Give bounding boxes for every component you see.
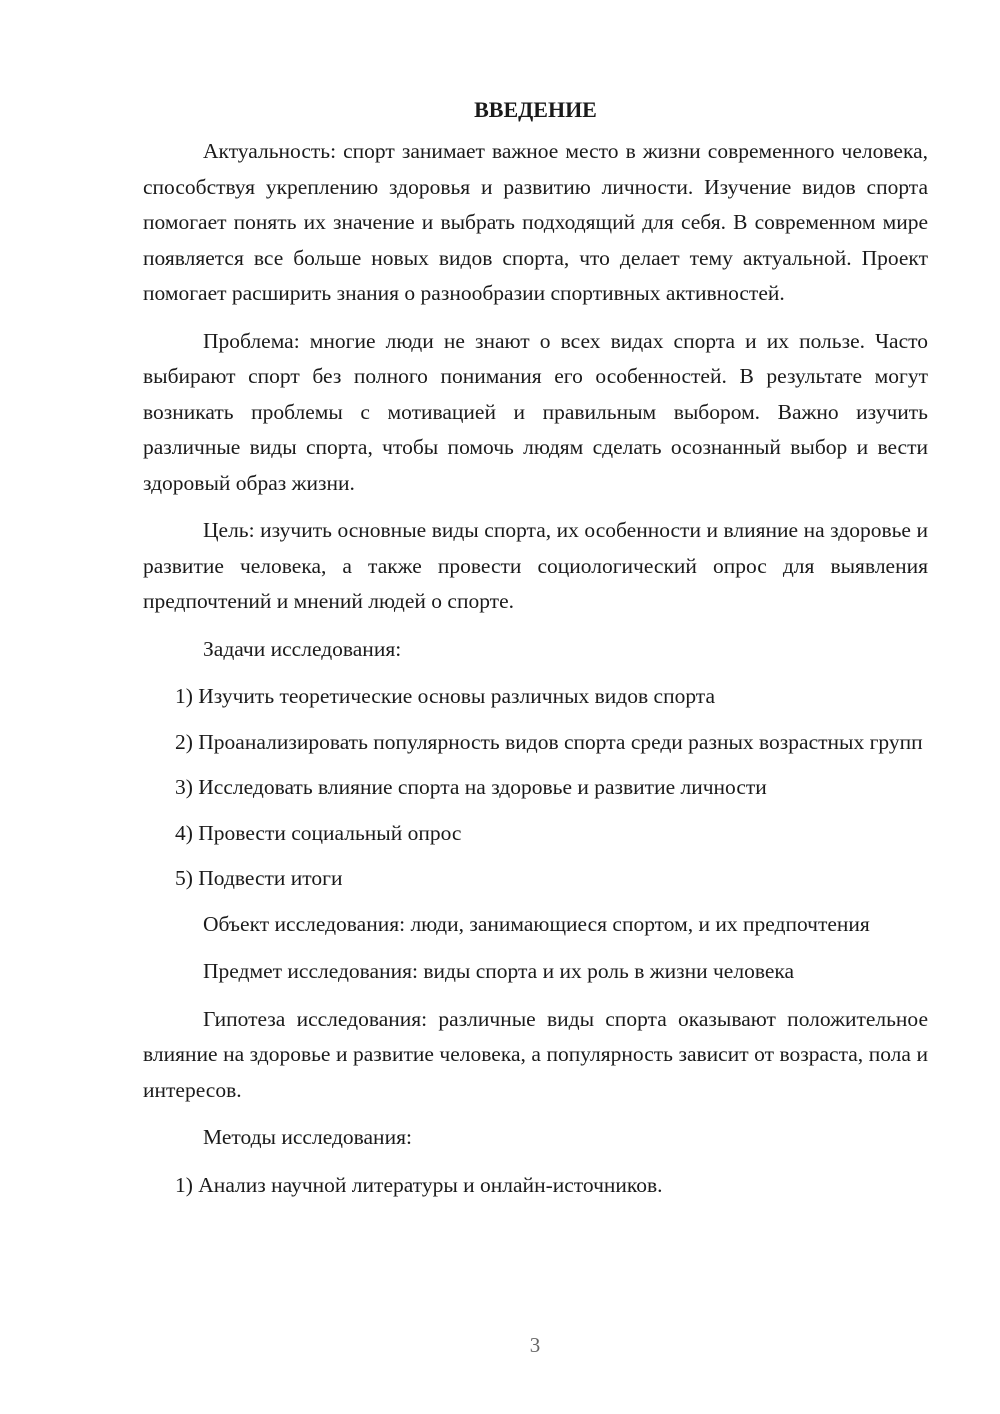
task-item: 3) Исследовать влияние спорта на здоровье и развитие личности xyxy=(175,775,767,799)
object-paragraph: Объект исследования: люди, занимающиеся спортом, и их предпочтения xyxy=(203,911,870,936)
task-item: 5) Подвести итоги xyxy=(175,866,343,890)
tasks-heading: Задачи исследования: xyxy=(203,636,402,661)
hypothesis-paragraph: Гипотеза исследования: различные виды спорта оказывают положительное влияние на здоровье и развитие человека, а популярность зависит от возраста, пола и интересов. xyxy=(143,1006,928,1102)
section-title: ВВЕДЕНИЕ xyxy=(474,97,597,122)
subject-paragraph: Предмет исследования: виды спорта и их роль в жизни человека xyxy=(203,959,795,983)
goal-paragraph: Цель: изучить основные виды спорта, их особенности и влияние на здоровье и развитие человека, а также провести социологический опрос для выявления предпочтений и мнений людей о спорте. xyxy=(143,518,928,613)
methods-heading: Методы исследования: xyxy=(203,1125,412,1149)
task-item: 4) Провести социальный опрос xyxy=(175,820,462,845)
method-item: 1) Анализ научной литературы и онлайн-источников. xyxy=(175,1172,663,1197)
document-page xyxy=(143,92,928,1213)
problem-paragraph: Проблема: многие люди не знают о всех видах спорта и их пользе. Часто выбирают спорт без полного понимания его особенностей. В результате могут возникать проблемы с мотивацией и правильным выбором. Важно изучить различные виды спорта, чтобы помочь людям сделать осознанный выбор и вести здоровый образ жизни. xyxy=(143,328,928,495)
task-item: 2) Проанализировать популярность видов спорта среди разных возрастных групп xyxy=(175,729,923,754)
relevance-paragraph: Актуальность: спорт занимает важное место в жизни современного человека, способствуя укреплению здоровья и развитию личности. Изучение видов спорта помогает понять их значение и выбрать подходящий для себя. В современном мире появляется все больше новых видов спорта, что делает тему актуальной. Проект помогает расширить знания о разнообразии спортивных активностей. xyxy=(143,139,928,305)
page-number: 3 xyxy=(529,1333,541,1357)
task-item: 1) Изучить теоретические основы различных видов спорта xyxy=(175,684,715,708)
